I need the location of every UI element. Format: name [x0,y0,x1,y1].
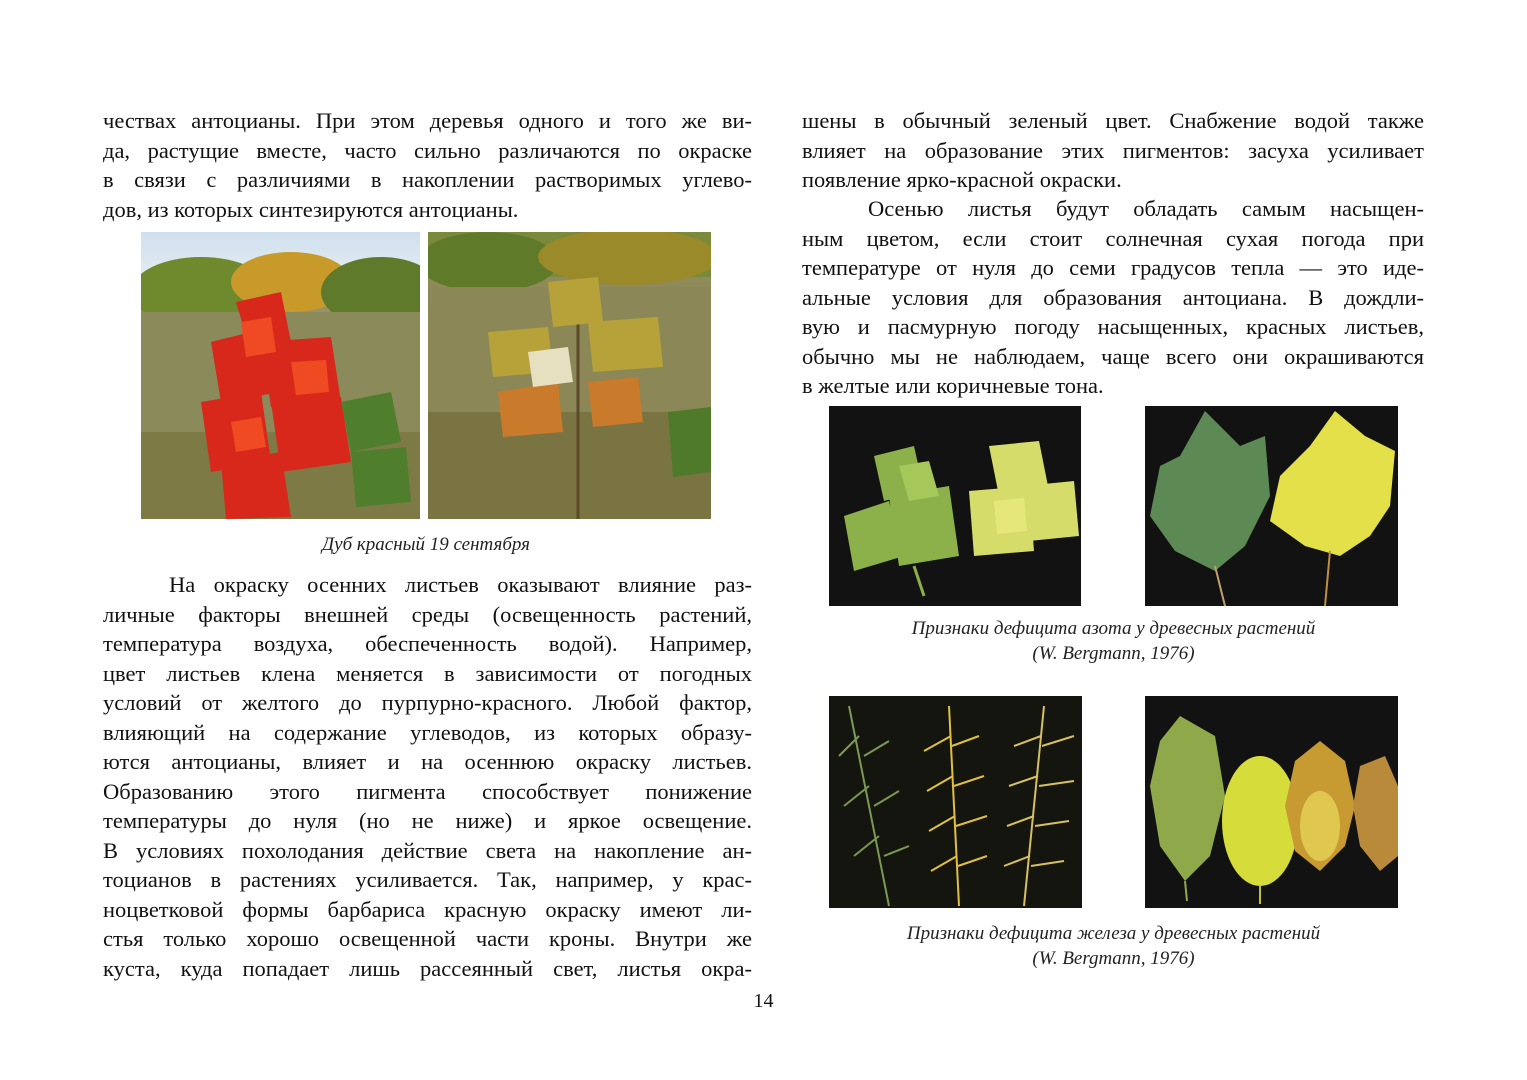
text-line: тоцианов в растениях усиливается. Так, например, у крас- [103,867,752,892]
caption-line: (W. Bergmann, 1976) [1032,643,1195,664]
caption-line: Признаки дефицита железа у древесных растений [906,923,1321,944]
text-line: чествах антоцианы. При этом деревья одного и того же ви- [103,108,752,133]
left-paragraph-main [103,570,752,983]
text-line: личные факторы внешней среды (освещенность растений, [103,601,752,627]
text-line: температура воздуха, обеспеченность водой). Например, [103,631,752,656]
text-line: шены в обычный зеленый цвет. Снабжение водой также [802,108,1424,133]
text-line: Осенью листья будут обладать самым насыщен- [868,196,1424,221]
red-oak-photo-yellow [428,232,711,519]
text-line: ются антоцианы, влияет и на осеннюю окраску листьев. [103,749,752,774]
text-line: в желтые или коричневые тона. [802,373,1104,398]
figure-caption-oak: Дуб красный 19 сентября [322,534,530,555]
red-oak-photo-red [141,232,420,519]
text-line: обычно мы не наблюдаем, чаще всего они окрашиваются [802,343,1424,369]
caption-nitrogen-deficiency [829,616,1398,666]
text-line: вую и пасмурную погоду насыщенных, красных листьев, [802,314,1424,339]
text-line: влияет на образование этих пигментов: засуха усиливает [802,137,1424,163]
right-paragraph-second [802,194,1424,401]
text-line: условий от желтого до пурпурно-красного. Любой фактор, [103,690,752,715]
text-line: да, растущие вместе, часто сильно различаются по окраске [103,137,752,163]
text-line: стья только хорошо освещенной части кроны. Внутри же [103,926,752,951]
nitrogen-oak-leaves-photo [829,406,1081,606]
text-line: В условиях похолодания действие света на накопление ан- [103,837,752,863]
text-line: На окраску осенних листьев оказывают влияние раз- [169,572,752,597]
text-line: влияющий на содержание углеводов, из которых образу- [103,719,752,745]
text-line: альные условия для образования антоциана. В дождли- [802,284,1424,310]
nitrogen-maple-leaves-photo [1145,406,1398,606]
left-paragraph-top [103,106,752,224]
text-line: куста, куда попадает лишь рассеянный свет, листья окра- [103,955,752,981]
text-line: дов, из которых синтезируются антоцианы. [103,196,519,222]
caption-line: Признаки дефицита азота у древесных растений [911,618,1316,639]
caption-line: (W. Bergmann, 1976) [1032,948,1195,969]
text-line: ноцветковой формы барбариса красную окраску имеют ли- [103,896,752,922]
text-line: появление ярко-красной окраски. [802,167,1122,192]
caption-iron-deficiency [829,921,1398,971]
text-line: Образованию этого пигмента способствует понижение [103,778,752,804]
page-number: 14 [753,990,774,1012]
iron-conifer-shoots-photo [829,696,1082,908]
text-line: температуры до нуля (но не ниже) и яркое освещение. [103,808,752,833]
iron-deciduous-leaves-photo [1145,696,1398,908]
right-paragraph-top [802,106,1424,195]
text-line: температуре от нуля до семи градусов тепла — это иде- [802,255,1424,280]
text-line: ным цветом, если стоит солнечная сухая погода при [802,225,1424,251]
text-line: цвет листьев клена меняется в зависимости от погодных [103,660,752,686]
text-line: в связи с различиями в накоплении растворимых углево- [103,167,752,192]
